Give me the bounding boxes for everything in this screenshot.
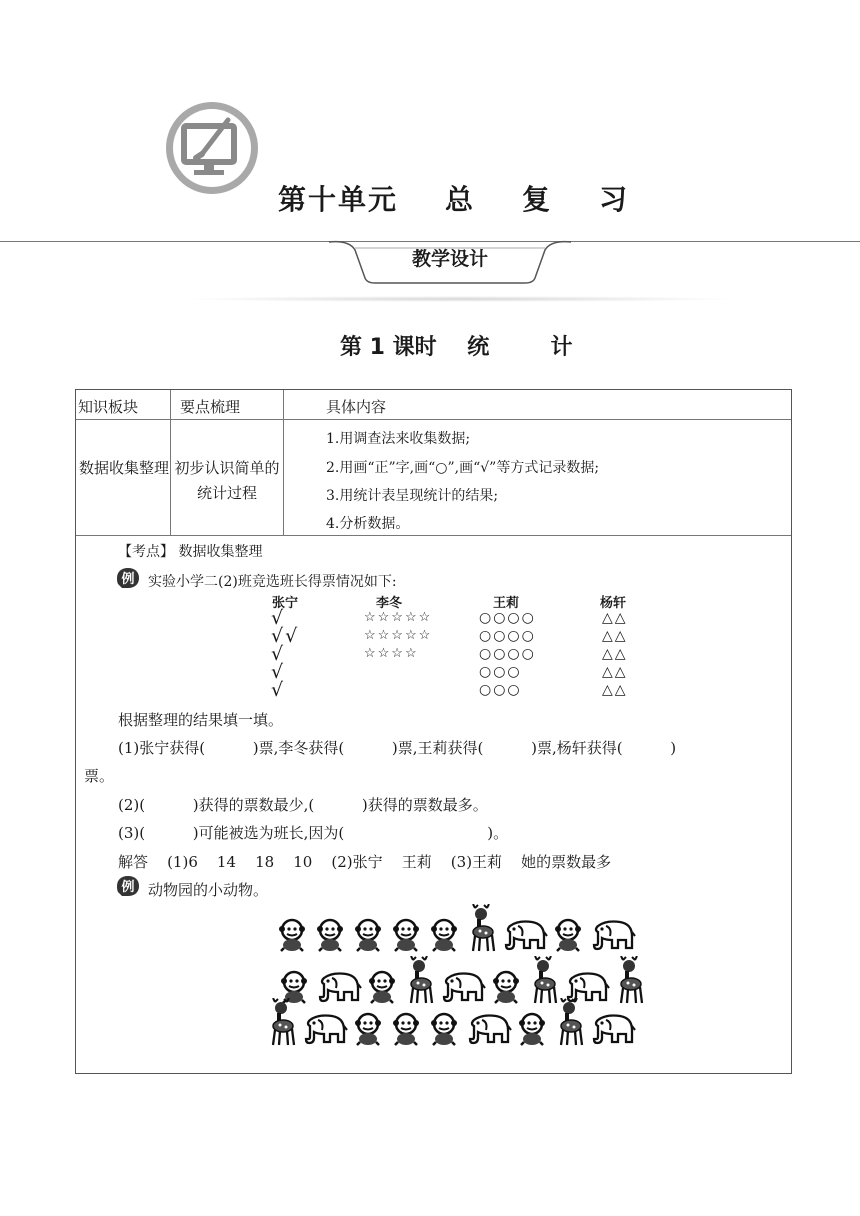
example-intro: 实验小学二(2)班竞选班长得票情况如下: (148, 574, 397, 590)
example-badge-icon (116, 874, 140, 898)
tally-mark: ☆☆☆☆☆ (364, 628, 433, 643)
tally-mark: ○○○○ (479, 628, 536, 644)
table-divider (76, 419, 791, 420)
table-header: 要点梳理 (180, 398, 241, 416)
elephant-icon (464, 1012, 512, 1046)
monkey-icon (312, 918, 348, 952)
deer-icon (402, 956, 436, 1004)
example-2-intro: 动物园的小动物。 (148, 881, 269, 899)
elephant-icon (588, 918, 636, 952)
candidate-name: 王莉 (493, 596, 520, 611)
example-badge-text: 例 (121, 880, 135, 895)
tally-mark: △△ (602, 664, 628, 680)
monkey-icon (550, 918, 586, 952)
question-1-tail: 票。 (84, 767, 115, 785)
candidate-name: 李冬 (376, 596, 403, 611)
unit-monitor-icon (162, 98, 262, 198)
table-header: 具体内容 (326, 398, 387, 416)
monkey-icon (426, 918, 462, 952)
tally-mark: △△ (602, 646, 628, 662)
table-cell-point: 初步认识简单的统计过程 (174, 459, 280, 502)
monkey-icon (426, 1012, 462, 1046)
deer-icon (464, 904, 498, 952)
banner-shadow (180, 296, 740, 302)
elephant-icon (588, 1012, 636, 1046)
tally-mark: √ (271, 661, 286, 683)
tally-mark: ○○○ (479, 664, 522, 680)
deer-icon (552, 998, 586, 1046)
animal-row (274, 904, 638, 952)
monkey-icon (274, 918, 310, 952)
content-frame (75, 389, 792, 1074)
content-item: 1.用调查法来收集数据; (326, 431, 471, 447)
monkey-icon (350, 918, 386, 952)
monkey-icon (388, 918, 424, 952)
table-col-divider (170, 390, 171, 535)
example-badge-icon (116, 566, 140, 590)
question-3: (3)( )可能被选为班长,因为( )。 (118, 824, 509, 842)
tally-mark: △△ (602, 610, 628, 626)
unit-title: 第十单元 总 复 习 (278, 183, 629, 216)
content-item: 4.分析数据。 (326, 516, 410, 532)
instruction: 根据整理的结果填一填。 (118, 711, 284, 729)
deer-icon (612, 956, 646, 1004)
question-2: (2)( )获得的票数最少,( )获得的票数最多。 (118, 796, 488, 814)
monkey-icon (350, 1012, 386, 1046)
elephant-icon (500, 918, 548, 952)
animal-row (264, 998, 638, 1046)
elephant-icon (300, 1012, 348, 1046)
monkey-icon (388, 1012, 424, 1046)
tally-mark: ○○○ (479, 682, 522, 698)
content-item: 2.用画“正”字,画“○”,画“√”等方式记录数据; (326, 460, 600, 476)
question-1: (1)张宁获得( )票,李冬获得( )票,王莉获得( )票,杨轩获得( ) (118, 739, 677, 757)
exam-point: 【考点】 数据收集整理 (118, 544, 263, 560)
tally-mark: △△ (602, 628, 628, 644)
table-bottom (76, 535, 791, 536)
tally-mark: √ (271, 643, 286, 665)
deer-icon (526, 956, 560, 1004)
table-cell-block: 数据收集整理 (78, 459, 169, 477)
table-col-divider (283, 390, 284, 535)
monkey-icon (514, 1012, 550, 1046)
section-banner-label: 教学设计 (411, 248, 488, 270)
candidate-name: 杨轩 (600, 596, 627, 611)
example-badge-text: 例 (121, 572, 135, 587)
tally-mark: ○○○○ (479, 646, 536, 662)
table-header: 知识板块 (78, 398, 139, 416)
tally-mark: ☆☆☆☆ (364, 646, 419, 661)
tally-mark: √ (271, 607, 286, 629)
tally-mark: √ (271, 679, 286, 701)
candidate-name: 张宁 (272, 596, 299, 611)
answer: 解答 (1)6 14 18 10 (2)张宁 王莉 (3)王莉 她的票数最多 (118, 853, 612, 871)
tally-mark: √√ (271, 625, 300, 647)
tally-mark: ○○○○ (479, 610, 536, 626)
lesson-title: 第 1 课时 统 计 (340, 335, 573, 360)
tally-mark: ☆☆☆☆☆ (364, 610, 433, 625)
deer-icon (264, 998, 298, 1046)
animal-row (276, 956, 648, 1004)
content-item: 3.用统计表呈现统计的结果; (326, 488, 499, 504)
tally-mark: △△ (602, 682, 628, 698)
